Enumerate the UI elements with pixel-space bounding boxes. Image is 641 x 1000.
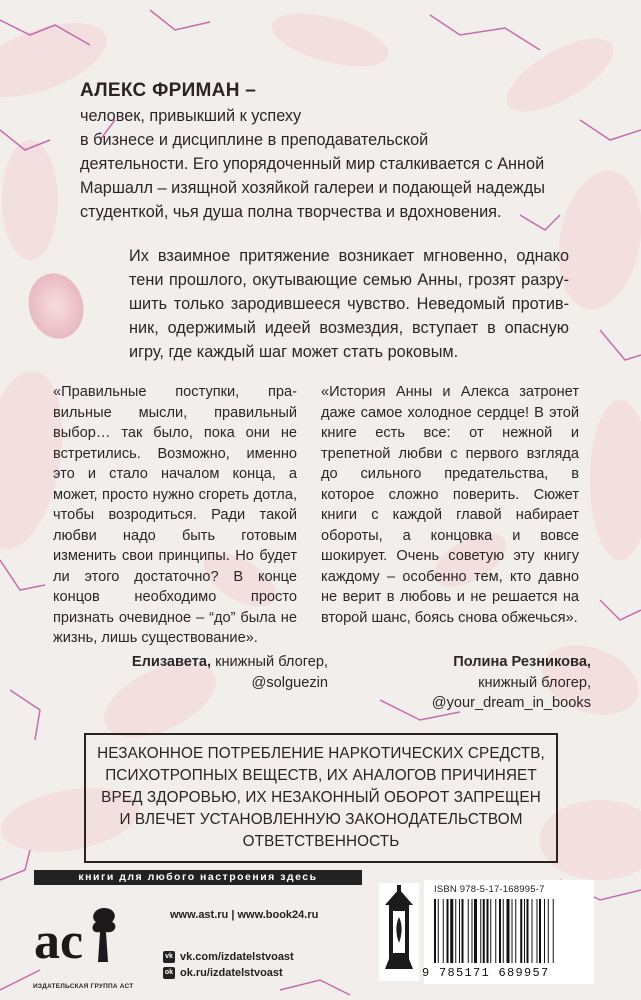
barcode-bar (462, 899, 464, 963)
barcode-bar (474, 899, 477, 963)
barcode-bar (480, 899, 481, 963)
vk-link[interactable] (163, 951, 294, 963)
slogan-bar: книги для любого настроения здесь (34, 870, 362, 885)
barcode-bar (512, 899, 513, 963)
ast-logo-text: ac (34, 913, 84, 970)
review-attribution-1 (53, 652, 328, 693)
reviewer-handle: @your_dream_in_books (431, 695, 591, 711)
ok-link-text: ok.ru/izdatelstvoast (180, 967, 283, 979)
barcode-bar (507, 899, 510, 963)
reviewer-role: книжный блогер, (211, 654, 328, 670)
barcode-bar (553, 899, 554, 963)
barcode-bar (548, 899, 549, 963)
barcode-bar (468, 899, 469, 963)
barcode-bar (472, 899, 473, 963)
health-warning-box (84, 733, 558, 863)
barcode-bar (515, 899, 516, 963)
lantern-icon (379, 883, 419, 981)
barcode-bar (487, 899, 489, 963)
barcode-number: 9 785171 689957 (422, 966, 550, 980)
barcode-bar (495, 899, 496, 963)
barcode-bar (483, 899, 485, 963)
barcode-bar (450, 899, 453, 963)
barcode-bar (544, 899, 545, 963)
barcode (432, 899, 588, 965)
review-quote-1: «Правильные поступки, правильные мысли, правильный выбор… так было, пока они не встретились. Возможно, именно это и стало началом конца, а может, просто нужно сгореть дотла, чтобы возродиться. Ради такой любви надо быть готовым изменить свои принципы. Но будет ли этого достаточно? В конце концов необходимо просто признать очевидное – “до” была не жизнь, лишь существование». (53, 384, 297, 646)
vk-link-text: vk.com/izdatelstvoast (180, 951, 294, 963)
barcode-bar (520, 899, 522, 963)
barcode-bar (455, 899, 456, 963)
reviewer-name: Полина Резникова, (453, 654, 591, 670)
barcode-bar (434, 899, 436, 963)
reviewer-name: Елизавета, (131, 654, 212, 670)
intro-line: студенткой, чья душа полна творчества и вдохновения. (80, 203, 502, 221)
publisher-caption: ИЗДАТЕЛЬСКАЯ ГРУППА АСТ (33, 983, 134, 990)
barcode-bar (490, 899, 491, 963)
barcode-bar (499, 899, 501, 963)
barcode-bar (539, 899, 541, 963)
barcode-bar (447, 899, 449, 963)
vk-icon: vk (163, 951, 175, 963)
barcode-bar (532, 899, 533, 963)
reviewer-role: книжный блогер, (478, 674, 591, 691)
barcode-bar (459, 899, 460, 963)
intro-line: Маршалл – изящной хозяйкой галереи и подающей надежды (80, 179, 545, 197)
review-quote-2: «История Анны и Алекса затронет даже самое холодное сердце! В этой книге есть все: от нежной и трепетной любви с первого взгляда до сильного предательства, в которое сложно поверить. Сюжет книги с каждой главой набирает обороты, а концовка и вовсе шокирует. Очень советую эту книгу каждому – особенно тем, кто давно не верит в любовь и не решается на второй шанс, боясь снова обжечься». (321, 384, 579, 626)
publisher-websites[interactable]: www.ast.ru | www.book24.ru (170, 909, 319, 921)
barcode-bar (537, 899, 538, 963)
reviewer-handle: @solguezin (251, 674, 328, 691)
barcode-bar (527, 899, 529, 963)
intro-line: человек, привыкший к успеху (80, 107, 302, 125)
health-warning-text: НЕЗАКОННОЕ ПОТРЕБЛЕНИЕ НАРКОТИЧЕСКИХ СРЕДСТВ, ПСИХОТРОПНЫХ ВЕЩЕСТВ, ИХ АНАЛОГОВ ПРИЧИНЯЕТ ВРЕД ЗДОРОВЬЮ, ИХ НЕЗАКОННЫЙ ОБОРОТ ЗАПРЕЩЕН И ВЛЕЧЕТ УСТАНОВЛЕННУЮ ЗАКОНОДАТЕЛЬСТВОМ ОТВЕТСТВЕННОСТЬ (97, 745, 545, 850)
ok-icon: ok (163, 967, 175, 979)
isbn-label: ISBN 978-5-17-168995-7 (434, 884, 545, 895)
ok-link[interactable] (163, 967, 283, 979)
author-heading: АЛЕКС ФРИМАН – (80, 80, 257, 101)
barcode-bar (443, 899, 444, 963)
ast-logo (32, 900, 140, 970)
review-attribution-2 (330, 652, 591, 714)
barcode-bar (524, 899, 525, 963)
plot-paragraph: Их взаимное притяжение возникает мгновенно, однако тени прошлого, окутывающие семью Анны, грозят разрушить только зародившееся чувство. Неведомый противник, одержимый идеей возмездия, вступает в опасную игру, где каждый шаг может стать роковым. (129, 247, 569, 361)
intro-line: деятельности. Его упорядоченный мир сталкивается с Анной (80, 155, 545, 173)
barcode-bar (438, 899, 439, 963)
barcode-bar (503, 899, 504, 963)
intro-paragraph (80, 104, 550, 224)
intro-line: в бизнесе и дисциплине в преподавательской (80, 131, 429, 149)
